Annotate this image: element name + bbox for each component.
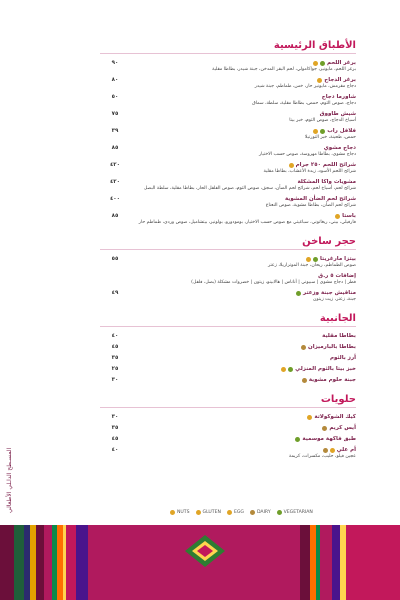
menu-item-description: دجاج مقرمش، مايونيز حار، خس، طماطم، جبنة شيدر (254, 84, 356, 89)
legend-egg-label: EGG (233, 510, 244, 515)
menu-item-description: دجاج، صوص الثوم، حمص، بطاطا مقلية، سلطة، سماق (252, 101, 356, 106)
menu-item-price: ٨٥ (111, 145, 119, 151)
footer-stripe (36, 525, 44, 600)
menu-item-price: ٤٠ (111, 447, 119, 453)
legend-vegetarian (277, 510, 313, 515)
nuts-icon (170, 510, 175, 515)
menu-item (100, 436, 356, 443)
menu-item-name-text: أرز بالثوم (329, 355, 356, 361)
vegetarian-icon (277, 510, 282, 515)
vegetarian-icon (320, 61, 325, 66)
menu-item-price: ٤٠ (111, 333, 119, 339)
menu-root (100, 40, 356, 464)
menu-item-name (100, 377, 356, 384)
menu-item-name (100, 128, 356, 135)
menu-item-name (100, 436, 356, 443)
menu-item-price: ٥٥ (111, 256, 119, 262)
menu-item (100, 145, 356, 158)
menu-item-description: عجين فيلو، حليب، مكسرات، كريمة (289, 454, 356, 459)
menu-item-name-text: إضافات ٥ ر.ق (318, 273, 356, 279)
menu-item-price: ٧٥ (111, 111, 119, 117)
menu-item (100, 333, 356, 340)
menu-item (100, 366, 356, 373)
menu-item-name (100, 162, 356, 169)
menu-item-name-text: شرائح اللحم ٢٥٠ جرام (295, 162, 356, 168)
menu-item-name (100, 77, 356, 84)
menu-item-name (100, 213, 356, 220)
legend-vegetarian-label: VEGETARIAN (283, 510, 313, 515)
menu-item (100, 213, 356, 226)
menu-item (100, 377, 356, 384)
dairy-icon (323, 448, 328, 453)
menu-item-price: ٩٠ (111, 60, 119, 66)
menu-item-name-text: باستا (342, 213, 356, 219)
dairy-icon (322, 426, 327, 431)
gluten-icon (306, 257, 311, 262)
menu-item-price: ٢٥ (111, 366, 119, 372)
footer-pattern-band (0, 525, 400, 600)
menu-item (100, 290, 356, 303)
legend-egg (227, 510, 244, 515)
gluten-icon (289, 163, 294, 168)
menu-item-price: ٥٠ (111, 94, 119, 100)
menu-item-name (100, 425, 356, 432)
menu-item-name-text: خبز بيتا بالثوم المنزلي (295, 366, 356, 372)
section-main-title: الأطباق الرئيسية (100, 40, 356, 54)
menu-item-name (100, 333, 356, 340)
section-sides-title: الجانبية (100, 313, 356, 327)
menu-item-description: دجاج مشوي، بطاطا مهروسة، صوص حسب الاختيار (258, 152, 356, 157)
menu-item-price: ٤٥ (111, 344, 119, 350)
menu-item-name (100, 344, 356, 351)
menu-item-name-text: بطاطا مقلية (322, 333, 356, 339)
footer-stripe (66, 525, 76, 600)
gluten-icon (313, 129, 318, 134)
menu-item (100, 344, 356, 351)
vegetarian-icon (288, 367, 293, 372)
vegetarian-icon (320, 129, 325, 134)
vegetarian-icon (313, 257, 318, 262)
side-title: المسـطح الداـلي الأطعالي (6, 447, 13, 513)
menu-item-name (100, 60, 356, 67)
menu-item-description: فطر | دجاج مشوي | سبيوني | أناناس | هالابينو، زيتون | خضروات مشكلة (بصل، فلفل) (191, 280, 356, 285)
menu-item-name (100, 111, 356, 118)
menu-item-name-text: مشويات واكا المشكلة (297, 179, 356, 185)
menu-item-price: ٣٥ (111, 355, 119, 361)
gluten-icon (330, 448, 335, 453)
menu-item-name-text: دجاج مشوي (323, 145, 356, 151)
gluten-icon (313, 61, 318, 66)
section-oven-title: حجر ساخن (100, 236, 356, 250)
legend-gluten (196, 510, 221, 515)
menu-item (100, 60, 356, 73)
menu-item (100, 425, 356, 432)
menu-item-name (100, 256, 356, 263)
legend-dairy (250, 510, 271, 515)
menu-item-price: ٣٠ (111, 377, 119, 383)
footer-stripe (76, 525, 88, 600)
menu-item-name-text: أيس كريم (329, 425, 356, 431)
gluten-icon (196, 510, 201, 515)
menu-item-name (100, 273, 356, 280)
dairy-icon (250, 510, 255, 515)
legend-nuts-label: NUTS (177, 510, 190, 515)
menu-item-price: ٨٠ (111, 77, 119, 83)
legend-dairy-label: DAIRY (256, 510, 271, 515)
menu-item (100, 77, 356, 90)
vegetarian-icon (296, 291, 301, 296)
vegetarian-icon (295, 437, 300, 442)
menu-item (100, 256, 356, 269)
menu-item (100, 162, 356, 175)
footer-stripe (44, 525, 52, 600)
dairy-icon (301, 345, 306, 350)
footer-stripe (0, 525, 14, 600)
menu-item-price: ٤٩ (111, 290, 119, 296)
footer-stripe (300, 525, 310, 600)
menu-item-price: ٤٢٠ (109, 179, 121, 185)
footer-stripe (332, 525, 340, 600)
menu-item (100, 447, 356, 460)
menu-item-name-text: شاورما دجاج (321, 94, 356, 100)
menu-item-name-text: فلافل راب (327, 128, 356, 134)
menu-item (100, 196, 356, 209)
menu-item (100, 179, 356, 192)
menu-item-name-text: طبق فاكهة موسمية (302, 436, 356, 442)
menu-item-price: ٣٥ (111, 425, 119, 431)
menu-item-description: شرائح لحم الضأن، بطاطا مشوية، صوص النعناع (265, 203, 356, 208)
footer-stripe (320, 525, 332, 600)
menu-item (100, 355, 356, 362)
menu-item-name-text: شيش طاووق (319, 111, 356, 117)
menu-item-name (100, 366, 356, 373)
menu-item-name (100, 414, 356, 421)
gluten-icon (335, 214, 340, 219)
allergen-legend (170, 510, 313, 515)
menu-item-name-text: كيك الشوكولاتة (314, 414, 356, 420)
footer-stripe (346, 525, 400, 600)
menu-item-description: أسياخ الدجاج، صوص الثوم، خبز بيتا (289, 118, 356, 123)
menu-item-price: ٤٢٠ (109, 162, 121, 168)
menu-item-name (100, 179, 356, 186)
menu-item-name-text: مناقيش جبنة وزعتر (303, 290, 356, 296)
menu-item-name-text: جبنة حلوم مشوية (308, 377, 356, 383)
menu-item (100, 128, 356, 141)
menu-item (100, 414, 356, 421)
footer-stripe (14, 525, 24, 600)
menu-item-price: ٤٠٠ (109, 196, 121, 202)
menu-item-description: حمص، طحينة، خبز التورتيلا (304, 135, 356, 140)
menu-item-name-text: برغر الدجاج (324, 77, 356, 83)
menu-item-name-text: أم علي (336, 447, 356, 453)
menu-item-name (100, 196, 356, 203)
legend-nuts (170, 510, 190, 515)
menu-item (100, 94, 356, 107)
gluten-icon (281, 367, 286, 372)
menu-item-price: ٨٥ (111, 213, 119, 219)
legend-gluten-label: GLUTEN (202, 510, 221, 515)
menu-item-description: صوص الطماطم، ريحان، جبنة الموتزاريلا، زعتر (267, 263, 356, 268)
gluten-icon (317, 78, 322, 83)
egg-icon (227, 510, 232, 515)
menu-item-description: برغر اللحم، مايونيز، جواكامولي، لحم البقر المدخن، جبنة شيدر، بطاطا مقلية (212, 67, 356, 72)
gluten-icon (307, 415, 312, 420)
menu-item-name (100, 447, 356, 454)
menu-item-name (100, 290, 356, 297)
menu-item-description: شرائح اللحم الأسود، زبدة الأعشاب، بطاطا مقلية (263, 169, 356, 174)
menu-item (100, 111, 356, 124)
menu-item-description: شرائح لحم، أسياخ لحم، شرائح لحم الضأن، سجق، صوص الثوم، صوص الفلفل الحار، بطاطا مقلية، سلطة البصل (143, 186, 356, 191)
menu-item-name-text: بطاطا بالبارميزان (308, 344, 356, 350)
section-desserts-title: حلويات (100, 394, 356, 408)
menu-item-description: فارفيلي، بيني، ريغاتوني، سباغيتي مع صوص حسب الاختيار، بومودورو، بولونيز، بيتشاميل، صوص وردي، طماطم حار (138, 220, 356, 225)
menu-item-name-text: شرائح لحم الضأن المشوية (284, 196, 356, 202)
menu-item (100, 273, 356, 286)
menu-item-price: ٣٠ (111, 414, 119, 420)
menu-item-name (100, 355, 356, 362)
menu-item-price: ٤٥ (111, 436, 119, 442)
menu-item-price: ٣٩ (111, 128, 119, 134)
menu-item-name (100, 145, 356, 152)
menu-item-name-text: برغر اللحم (326, 60, 356, 66)
menu-item-name-text: بيتزا مارغريتا (320, 256, 356, 262)
menu-item-description: جبنة، زعتر، زيت زيتون (313, 297, 356, 302)
dairy-icon (302, 378, 307, 383)
footer-motif (180, 533, 230, 573)
menu-item-name (100, 94, 356, 101)
